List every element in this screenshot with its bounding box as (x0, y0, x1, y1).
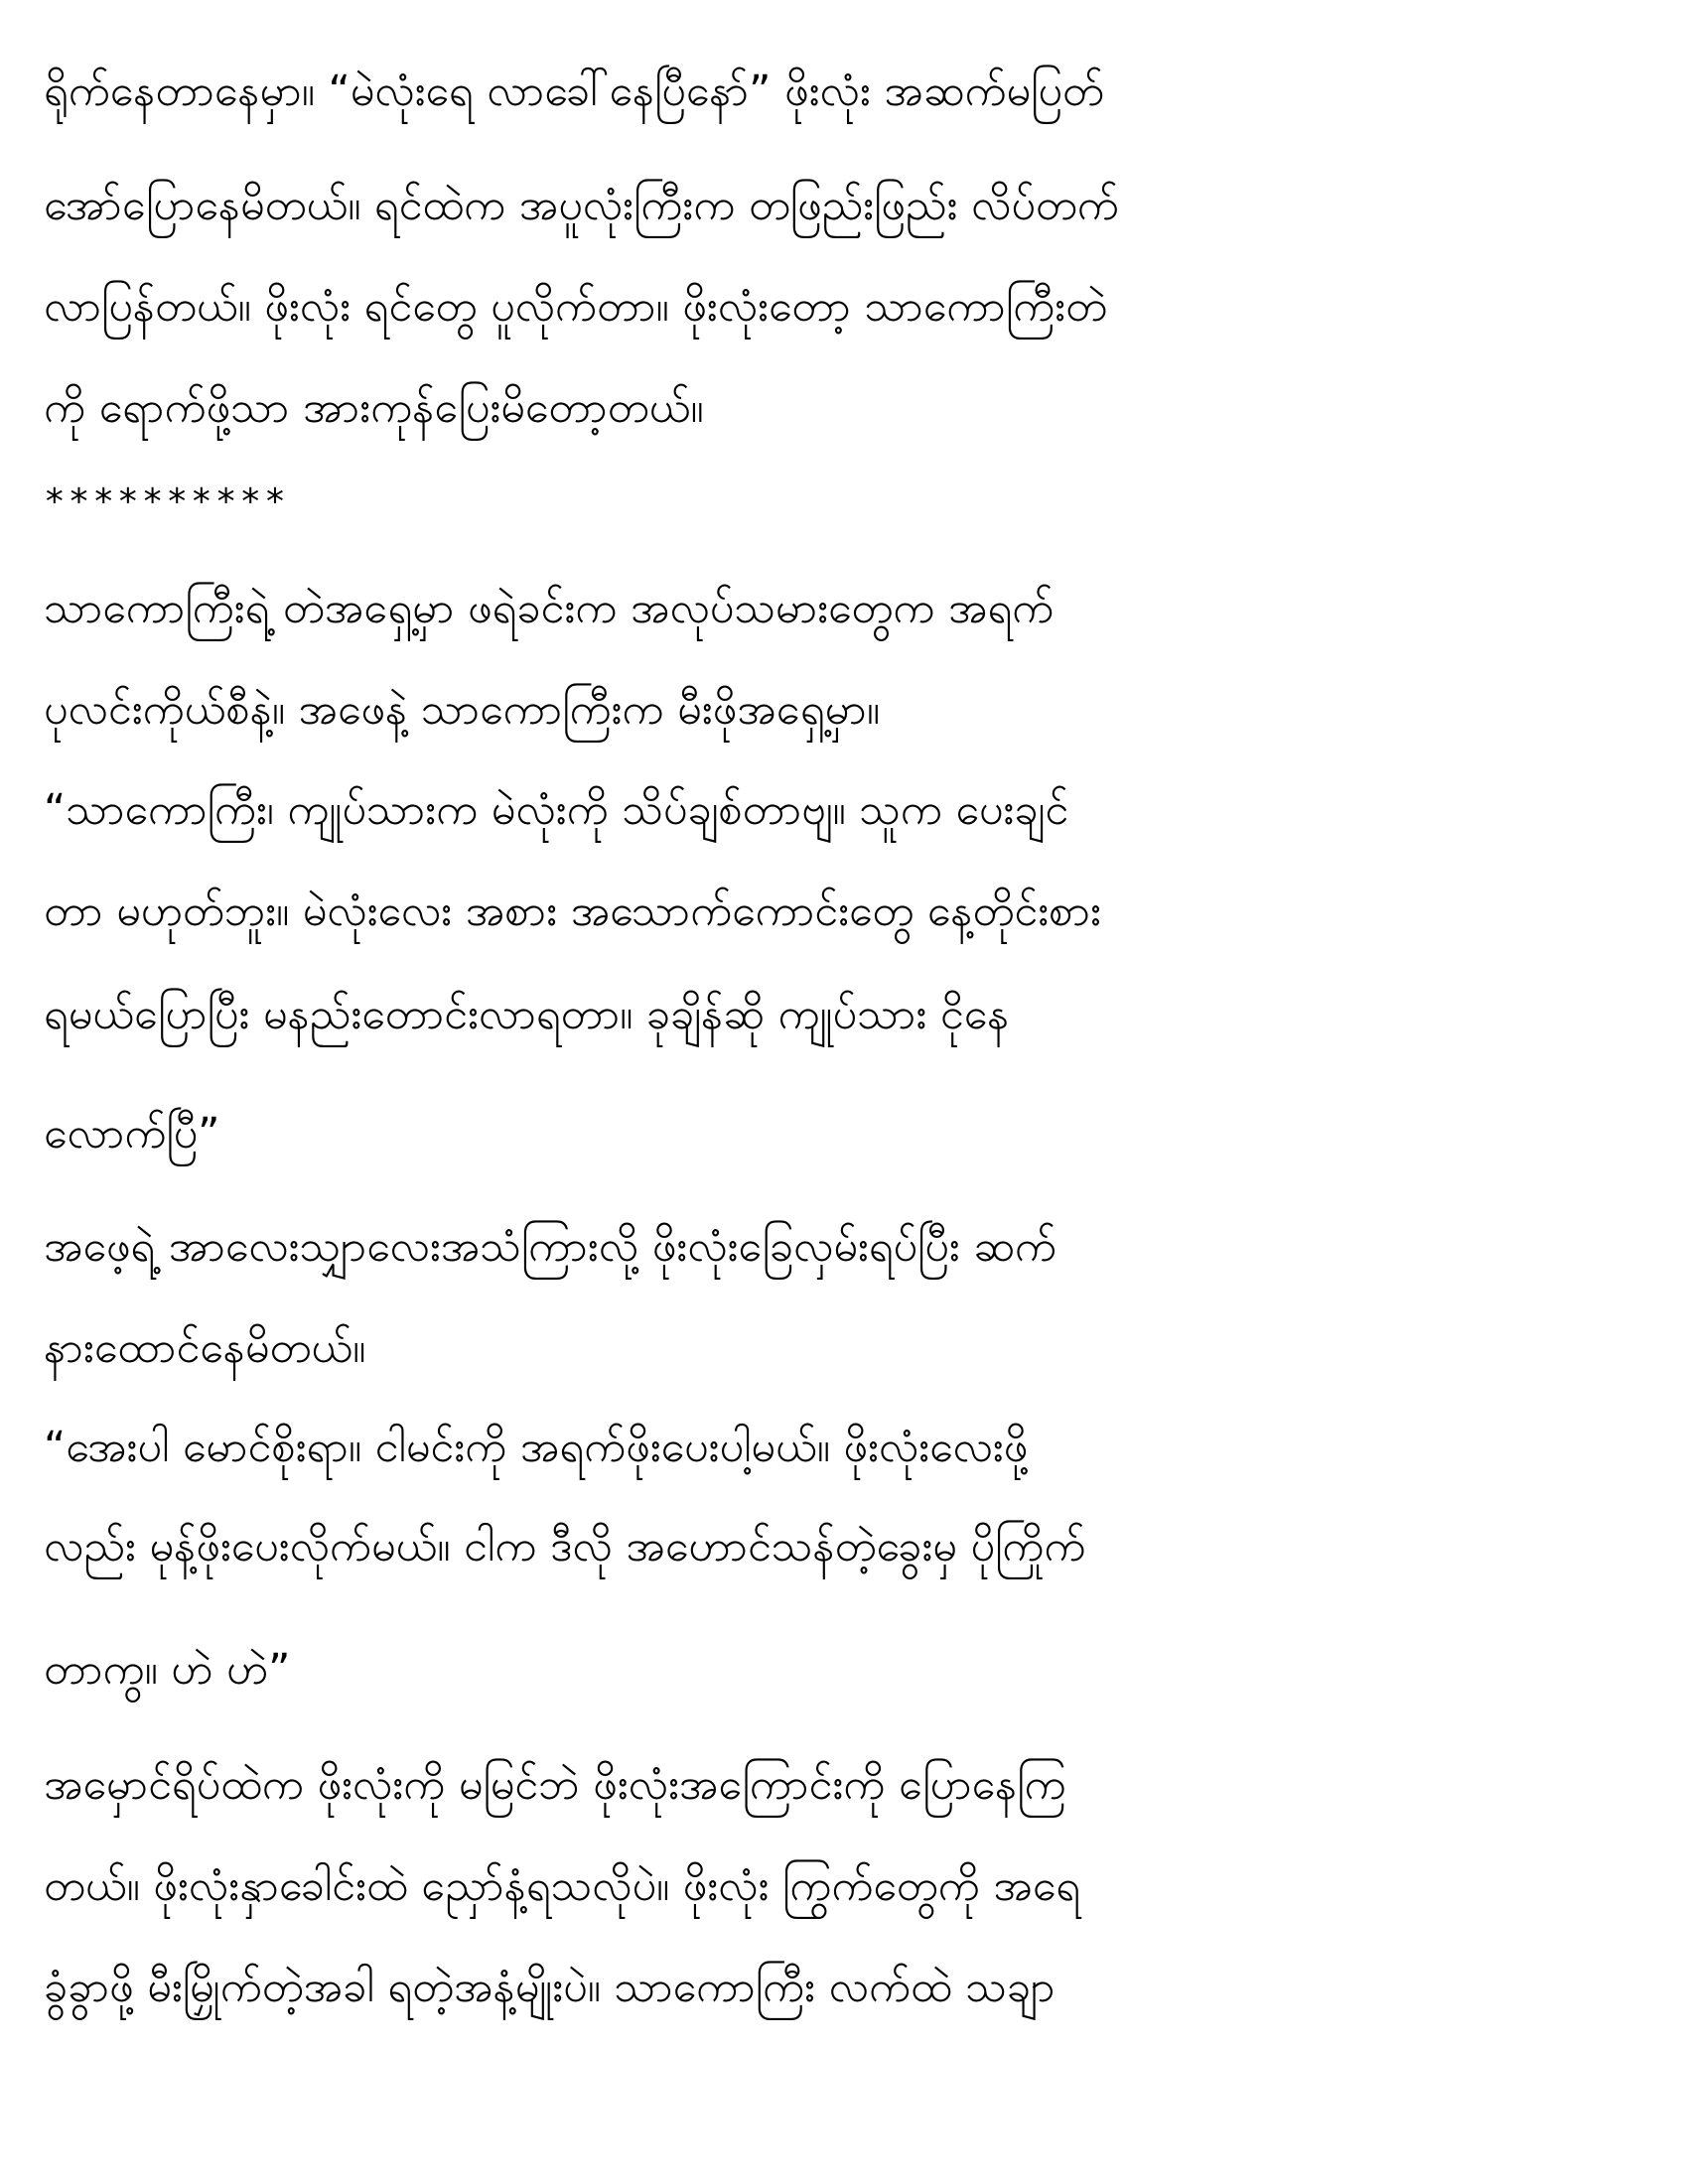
text-line: သာကောကြီးရဲ့ တဲအရှေ့မှာ ဖရဲခင်းက အလုပ်သမားတွေက အရက် (44, 584, 1055, 633)
text-line: ပုလင်းကိုယ်စီနဲ့။ အဖေနဲ့ သာကောကြီးက မီးဖိုအရှေ့မှာ။ (44, 685, 880, 735)
text-line: အဖေ့ရဲ့ အာလေးသျှာလေးအသံကြားလို့ ဖိုးလုံးခြေလှမ်းရပ်ပြီး ဆက် (44, 1222, 1057, 1272)
text-line: တယ်။ ဖိုးလုံးနှာခေါင်းထဲ ညှော်နံ့ရသလိုပဲ။ ဖိုးလုံး ကြွက်တွေကို အရေ (44, 1861, 1080, 1911)
text-line: အော်ပြောနေမိတယ်။ ရင်ထဲက အပူလုံးကြီးက တဖြည်းဖြည်း လိပ်တက် (44, 181, 1119, 230)
text-line: လောက်ပြီ” (44, 1109, 220, 1159)
text-line: အမှောင်ရိပ်ထဲက ဖိုးလုံးကို မမြင်ဘဲ ဖိုးလုံးအကြောင်းကို ပြောနေကြ (44, 1760, 1066, 1810)
text-line: ကို ရောက်ဖို့သာ အားကုန်ပြေးမိတော့တယ်။ (44, 383, 704, 433)
text-line: ရိုက်နေတာနေမှာ။ “မဲလုံးရေ လာခေါ်နေပြီနော်” ဖိုးလုံး အဆက်မပြတ် (44, 67, 1104, 116)
text-line: “သာကောကြီး၊ ကျုပ်သားက မဲလုံးကို သိပ်ချစ်တာဗျ။ သူက ပေးချင် (44, 785, 1069, 835)
text-line: ခွံခွာဖို့ မီးမြှိုက်တဲ့အခါ ရတဲ့အနံ့မျိုးပဲ။ သာကောကြီး လက်ထဲ သချာ (44, 1963, 1055, 2012)
text-line: “အေးပါ မောင်စိုးရာ။ ငါမင်းကို အရက်ဖိုးပေးပါ့မယ်။ ဖိုးလုံးလေးဖို့ (44, 1423, 1029, 1472)
text-line: ရမယ်ပြောပြီး မနည်းတောင်းလာရတာ။ ခုချိန်ဆို ကျုပ်သား ငိုနေ (44, 990, 1010, 1039)
text-line: တာ မဟုတ်ဘူး။ မဲလုံးလေး အစား အသောက်ကောင်းတွေ နေ့တိုင်းစား (44, 887, 1101, 936)
text-line: နားထောင်နေမိတယ်။ (44, 1323, 366, 1373)
text-line: တာကွ။ ဟဲ ဟဲ” (44, 1645, 291, 1695)
section-separator: ********** (44, 482, 289, 522)
text-line: လာပြန်တယ်။ ဖိုးလုံး ရင်တွေ ပူလိုက်တာ။ ဖိုးလုံးတော့ သာကောကြီးတဲ (44, 282, 1107, 332)
text-line: လည်း မုန့်ဖိုးပေးလိုက်မယ်။ ငါက ဒီလို အဟောင်သန်တဲ့ခွေးမှ ပိုကြိုက် (44, 1522, 1086, 1571)
